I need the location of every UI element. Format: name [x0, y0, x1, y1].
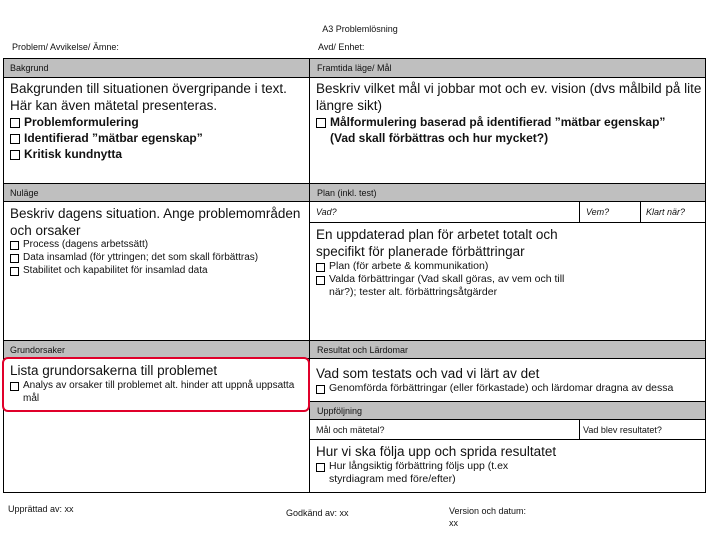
- plan-col-divider: [640, 202, 641, 223]
- version-label: Version och datum:: [449, 506, 527, 516]
- resultat-heading: Resultat och Lärdomar: [317, 345, 409, 355]
- plan-text: En uppdaterad plan för arbetet totalt och specifikt för planerade förbättringar: [316, 227, 558, 259]
- framtida-text: Beskriv vilket mål vi jobbar mot och ev. vision (dvs målbild på lite längre sikt): [316, 81, 702, 113]
- checkbox-icon: [10, 241, 19, 250]
- godkand-av: Godkänd av: xx: [286, 508, 349, 518]
- nulage-bullets: [10, 238, 306, 277]
- nulage-header: [4, 183, 309, 202]
- framtida-header: [310, 58, 705, 78]
- uppfoljning-col-resultat: Vad blev resultatet?: [583, 425, 662, 435]
- version-value: xx: [449, 518, 458, 528]
- plan-bullet: Plan (för arbete & kommunikation): [316, 260, 586, 273]
- plan-table-divider: [310, 222, 705, 223]
- bakgrund-header: [4, 58, 309, 78]
- plan-bullets: [316, 260, 586, 299]
- uppfoljning-header: [310, 401, 705, 420]
- checkbox-icon: [316, 385, 325, 394]
- resultat-bullets: [316, 382, 702, 401]
- plan-col-vem: Vem?: [586, 207, 610, 217]
- checkbox-icon: [10, 267, 19, 276]
- checkbox-icon: [10, 254, 19, 263]
- uppfoljning-table-divider: [310, 439, 705, 440]
- nulage-bullet: Process (dagens arbetssätt): [10, 238, 306, 251]
- bakgrund-bullet: Kritisk kundnytta: [10, 146, 306, 162]
- uppfoljning-heading: Uppföljning: [317, 406, 363, 416]
- checkbox-icon: [316, 463, 325, 472]
- framtida-heading: Framtida läge/ Mål: [317, 63, 392, 73]
- uppfoljning-bullet: Hur långsiktig förbättring följs upp (t.ex styrdiagram med före/efter): [316, 460, 556, 486]
- column-divider: [309, 58, 310, 493]
- resultat-bullet: Genomförda förbättringar (eller förkastade) och lärdomar dragna av dessa: [316, 382, 702, 395]
- checkbox-icon: [10, 150, 20, 160]
- checkbox-icon: [10, 118, 20, 128]
- bakgrund-bullet: Problemformulering: [10, 114, 306, 130]
- grundorsaker-bullet: Analys av orsaker till problemet alt. hinder att uppnå uppsatta mål: [10, 379, 300, 405]
- framtida-bullet: Målformulering baserad på identifierad ”mätbar egenskap”: [316, 114, 702, 130]
- nulage-bullet: Data insamlad (för yttringen; det som skall förbättras): [10, 251, 306, 264]
- plan-heading: Plan (inkl. test): [317, 188, 377, 198]
- framtida-bullet-sub: (Vad skall förbättras och hur mycket?): [330, 131, 549, 145]
- framtida-bullets: [316, 114, 702, 146]
- nulage-heading: Nuläge: [10, 188, 39, 198]
- bakgrund-heading: Bakgrund: [10, 63, 49, 73]
- nulage-bullet: Stabilitet och kapabilitet för insamlad data: [10, 264, 306, 277]
- uppfoljning-bullets: [316, 460, 556, 486]
- uppfoljning-col-divider: [579, 420, 580, 440]
- grundorsaker-highlight: [2, 357, 310, 412]
- bakgrund-bullet: Identifierad ”mätbar egenskap”: [10, 130, 306, 146]
- plan-bullet: Valda förbättringar (Vad skall göras, av vem och till när?); tester alt. förbättringsåtgärder: [316, 273, 586, 299]
- resultat-header: [310, 340, 705, 359]
- plan-col-vad: Vad?: [316, 207, 337, 217]
- plan-col-divider: [579, 202, 580, 223]
- uppfoljning-col-matetal: Mål och mätetal?: [316, 425, 385, 435]
- checkbox-icon: [316, 276, 325, 285]
- problem-label: Problem/ Avvikelse/ Ämne:: [12, 42, 119, 52]
- document-title: A3 Problemlösning: [322, 24, 398, 34]
- plan-header: [310, 183, 705, 202]
- uppfoljning-text: Hur vi ska följa upp och sprida resultatet: [316, 444, 557, 459]
- checkbox-icon: [10, 134, 20, 144]
- resultat-text: Vad som testats och vad vi lärt av det: [316, 366, 540, 381]
- grundorsaker-heading: Grundorsaker: [10, 345, 66, 355]
- plan-col-klart: Klart när?: [646, 207, 686, 217]
- department-label: Avd/ Enhet:: [318, 42, 365, 52]
- upprattad-av: Upprättad av: xx: [8, 504, 74, 514]
- bakgrund-bullets: [10, 114, 306, 162]
- checkbox-icon: [316, 118, 326, 128]
- nulage-text: Beskriv dagens situation. Ange problemområden och orsaker: [10, 206, 301, 238]
- bakgrund-text: Bakgrunden till situationen övergripande i text. Här kan även mätetal presenteras.: [10, 81, 287, 113]
- grundorsaker-text: Lista grundorsakerna till problemet: [10, 363, 218, 378]
- checkbox-icon: [316, 263, 325, 272]
